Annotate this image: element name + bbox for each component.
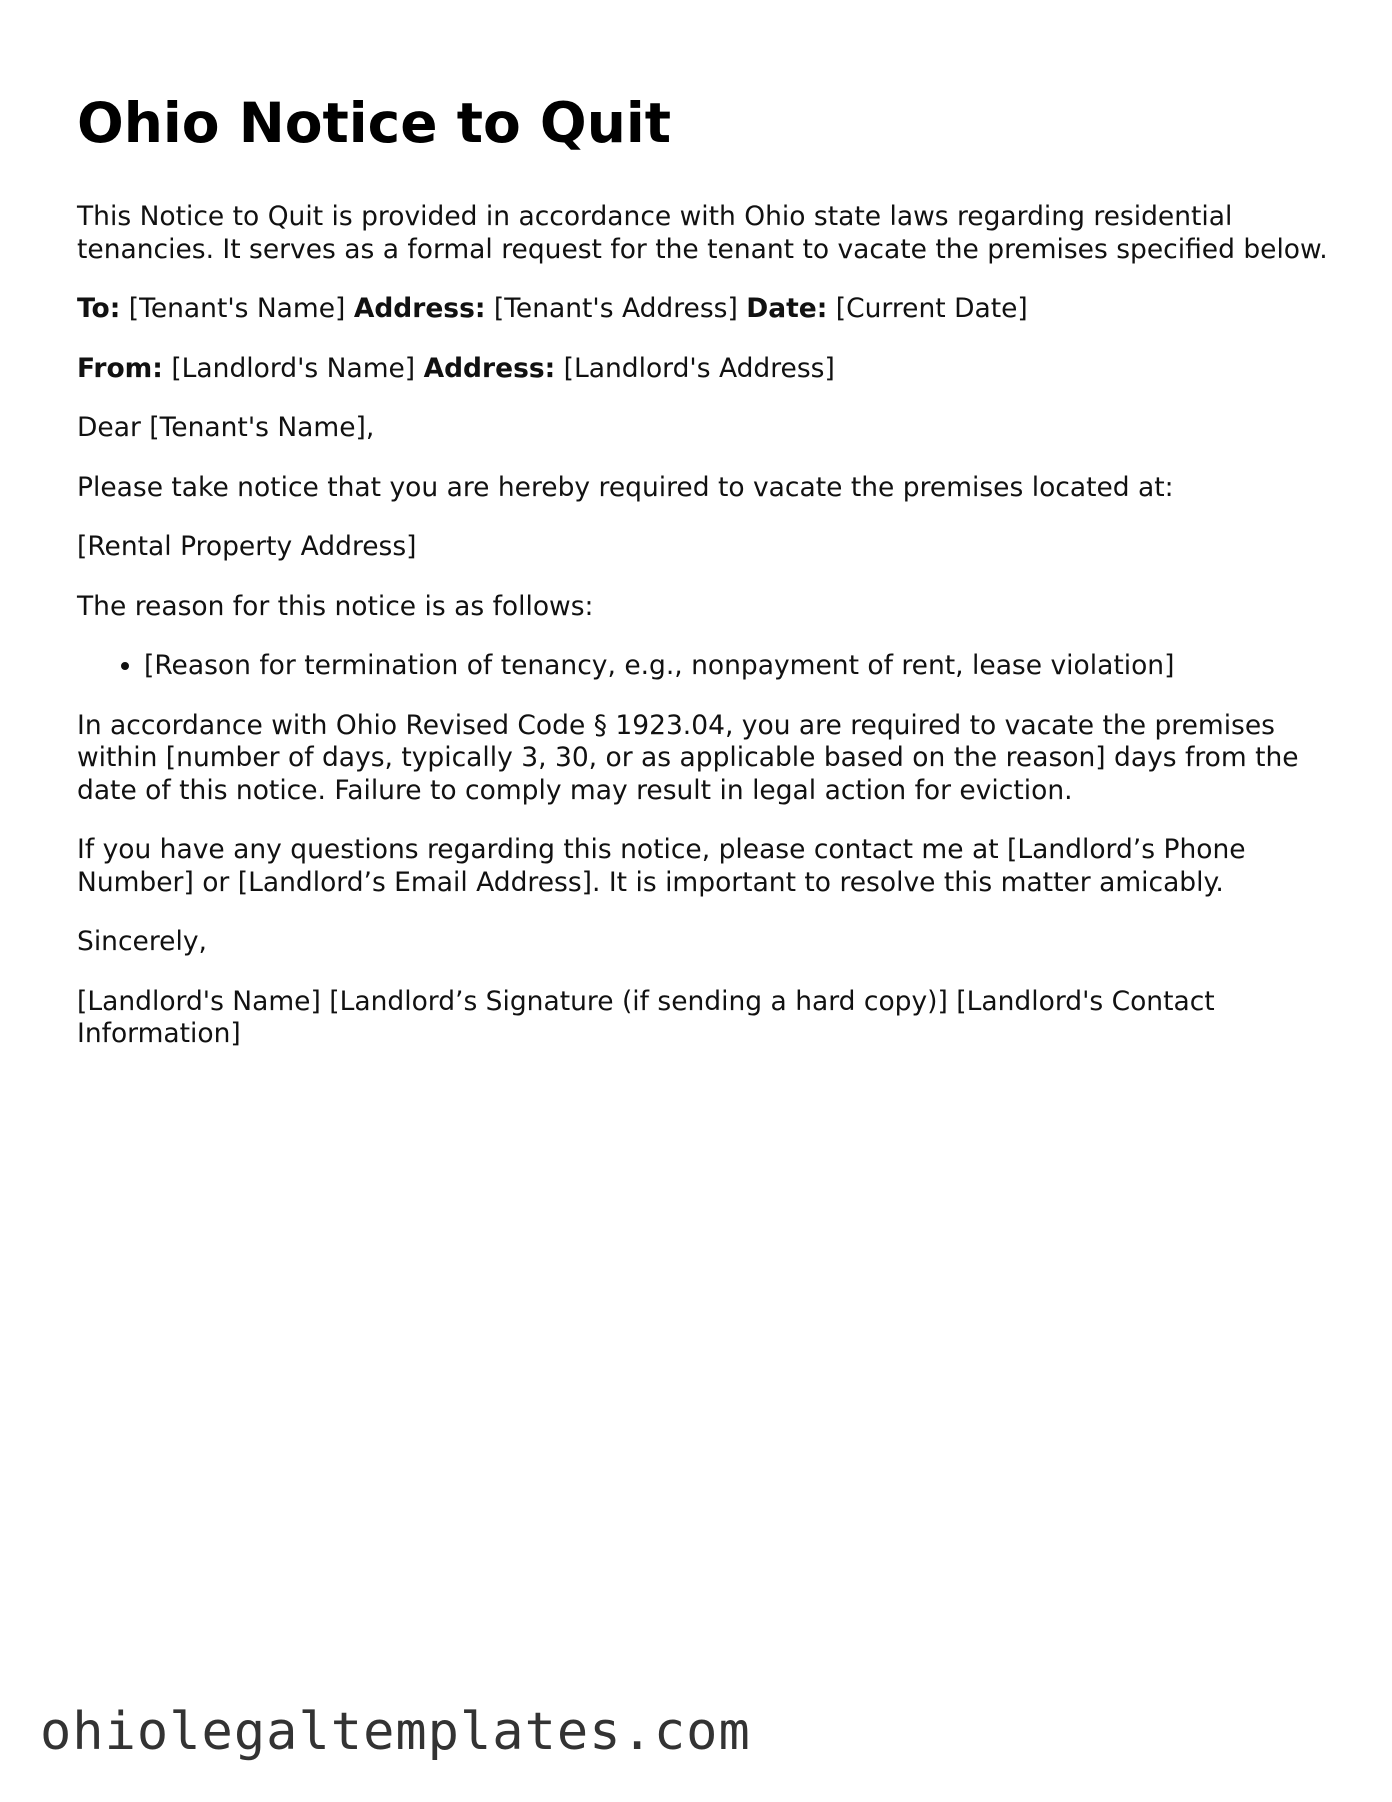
- reason-list: [77, 650, 1329, 683]
- notice-sentence: Please take notice that you are hereby required to vacate the premises located at:: [77, 471, 1174, 503]
- from-line: [77, 353, 1329, 386]
- date-label: Date:: [746, 293, 828, 325]
- document-title: Ohio Notice to Quit: [77, 91, 671, 155]
- tenant-address-placeholder: [Tenant's Address]: [485, 293, 747, 325]
- current-date-placeholder: [Current Date]: [827, 293, 1028, 325]
- reason-list-item: • [Reason for termination of tenancy, e.g., nonpayment of rent, lease violation]: [144, 650, 1329, 683]
- from-label: From:: [77, 352, 163, 384]
- to-label: To:: [77, 293, 121, 325]
- intro-paragraph: This Notice to Quit is provided in accordance with Ohio state laws regarding residential tenancies. It serves as a formal request for the tenant to vacate the premises specified below.: [77, 201, 1328, 265]
- to-line: [77, 293, 1329, 326]
- tenant-address-label: Address:: [353, 293, 486, 325]
- contact-paragraph: If you have any questions regarding this notice, please contact me at [Landlord’s Phone Number] or [Landlord’s Email Address]. It is important to resolve this matter amicably.: [77, 834, 1246, 898]
- reason-intro: The reason for this notice is as follows:: [77, 590, 594, 622]
- tenant-name-placeholder: [Tenant's Name]: [120, 293, 354, 325]
- closing: Sincerely,: [77, 926, 207, 958]
- signature-block: [Landlord's Name] [Landlord’s Signature (if sending a hard copy)] [Landlord's Contact Information]: [77, 985, 1215, 1050]
- legal-paragraph: In accordance with Ohio Revised Code § 1923.04, you are required to vacate the premises within [number of days, typically 3, 30, or as applicable based on the reason] days from the date of this notice. Failure to comply may result in legal action for eviction.: [77, 709, 1299, 806]
- salutation: Dear [Tenant's Name],: [77, 412, 375, 444]
- landlord-address-label: Address:: [423, 352, 556, 384]
- landlord-address-placeholder: [Landlord's Address]: [555, 352, 835, 384]
- property-address: [Rental Property Address]: [77, 531, 417, 563]
- site-watermark: ohiolegaltemplates.com: [40, 1702, 751, 1762]
- landlord-name-placeholder: [Landlord's Name]: [162, 352, 424, 384]
- notice-document: [77, 92, 1329, 1078]
